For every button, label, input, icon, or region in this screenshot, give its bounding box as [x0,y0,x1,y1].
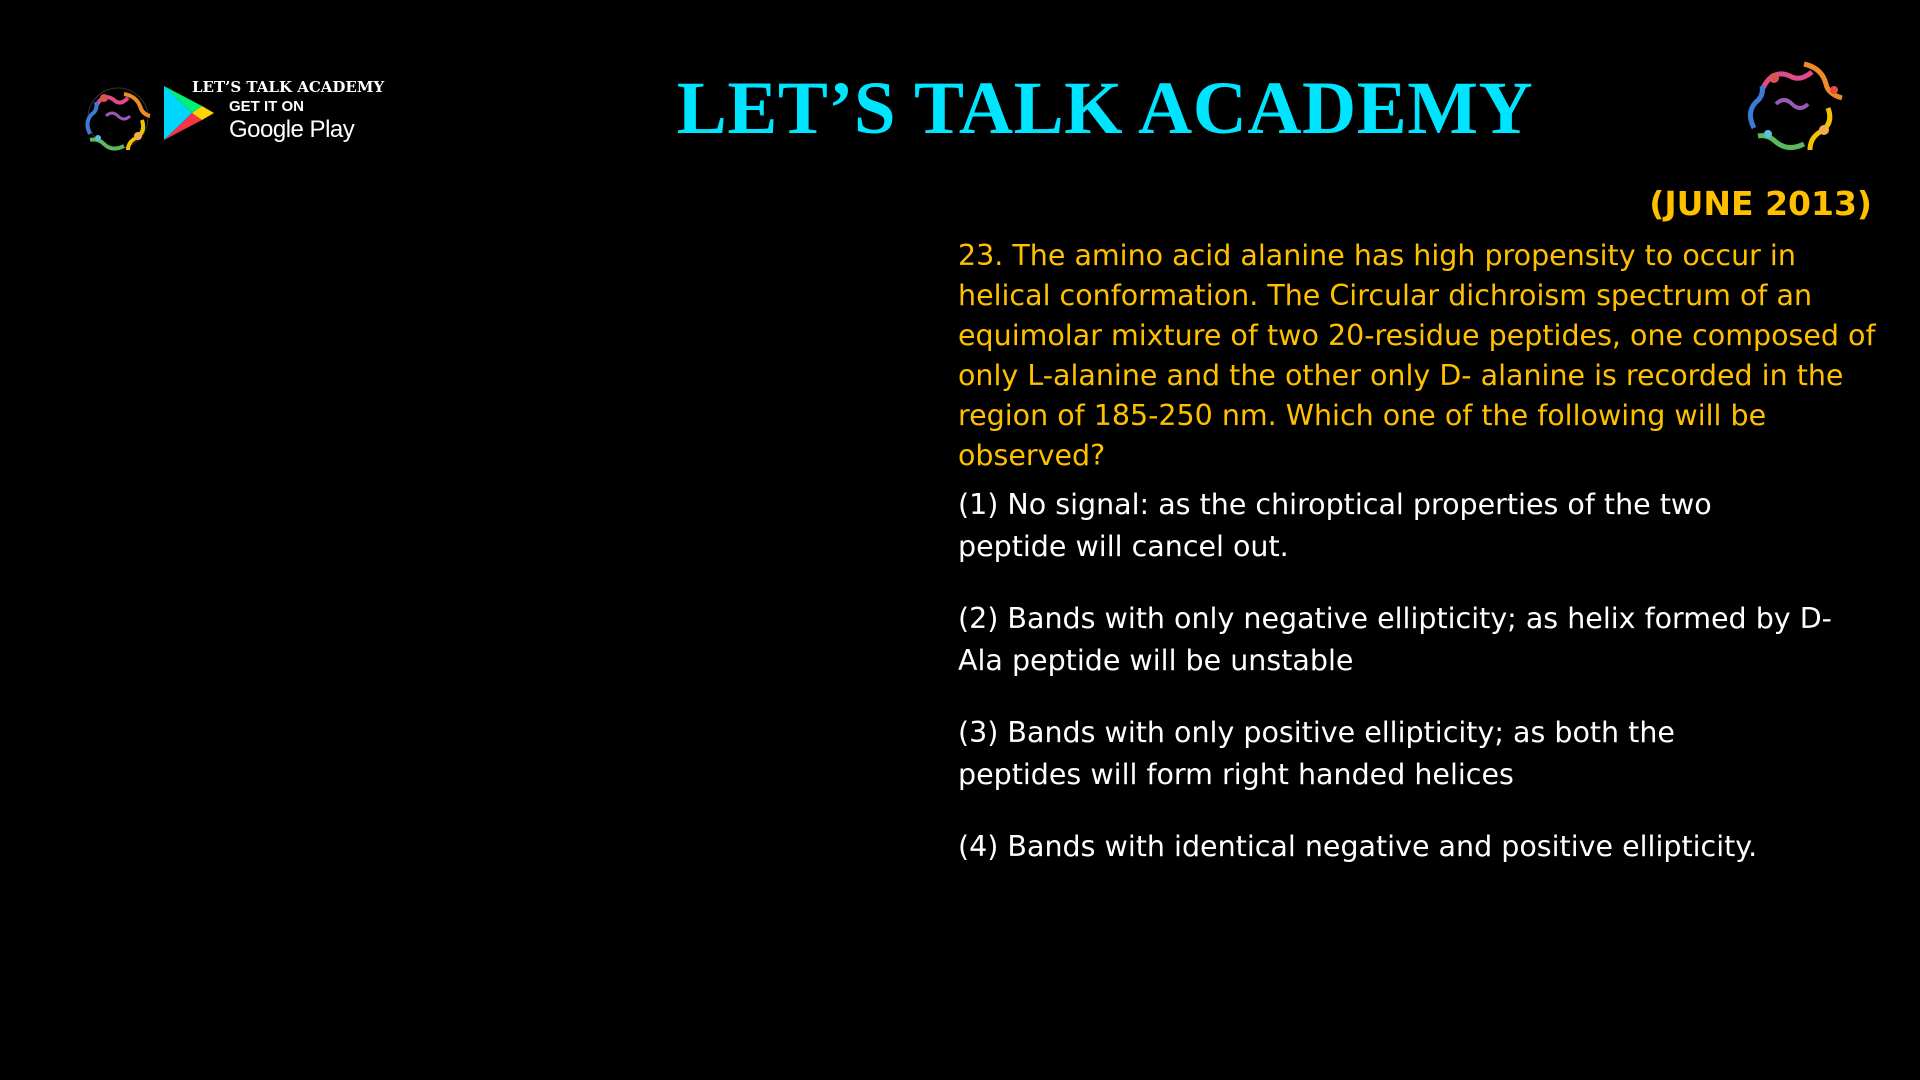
option-2: (2) Bands with only negative ellipticity; as helix formed by D-Ala peptide will be unstable [958,602,1832,677]
brand-name: LET’S TALK ACADEMY [192,78,385,96]
page-title: LET’S TALK ACADEMY [676,67,1534,150]
protein-logo-icon [1738,50,1850,160]
question-text: 23. The amino acid alanine has high propensity to occur in helical conformation. The Circular dichroism spectrum of an equimolar mixture of two 20-residue peptides, one composed of only L-alanine and the other only D- alanine is recorded in the region of 185-250 nm. Which one of the following will be observed? [958,239,1876,472]
option-1: (1) No signal: as the chiroptical properties of the two peptide will cancel out. [958,488,1712,563]
option-3: (3) Bands with only positive ellipticity; as both the peptides will form right handed helices [958,716,1675,791]
exam-date-tag: (JUNE 2013) [1649,184,1872,223]
store-name: Google Play [229,116,355,143]
get-it-on-label: GET IT ON [229,98,304,115]
option-4: (4) Bands with identical negative and positive ellipticity. [958,830,1758,863]
